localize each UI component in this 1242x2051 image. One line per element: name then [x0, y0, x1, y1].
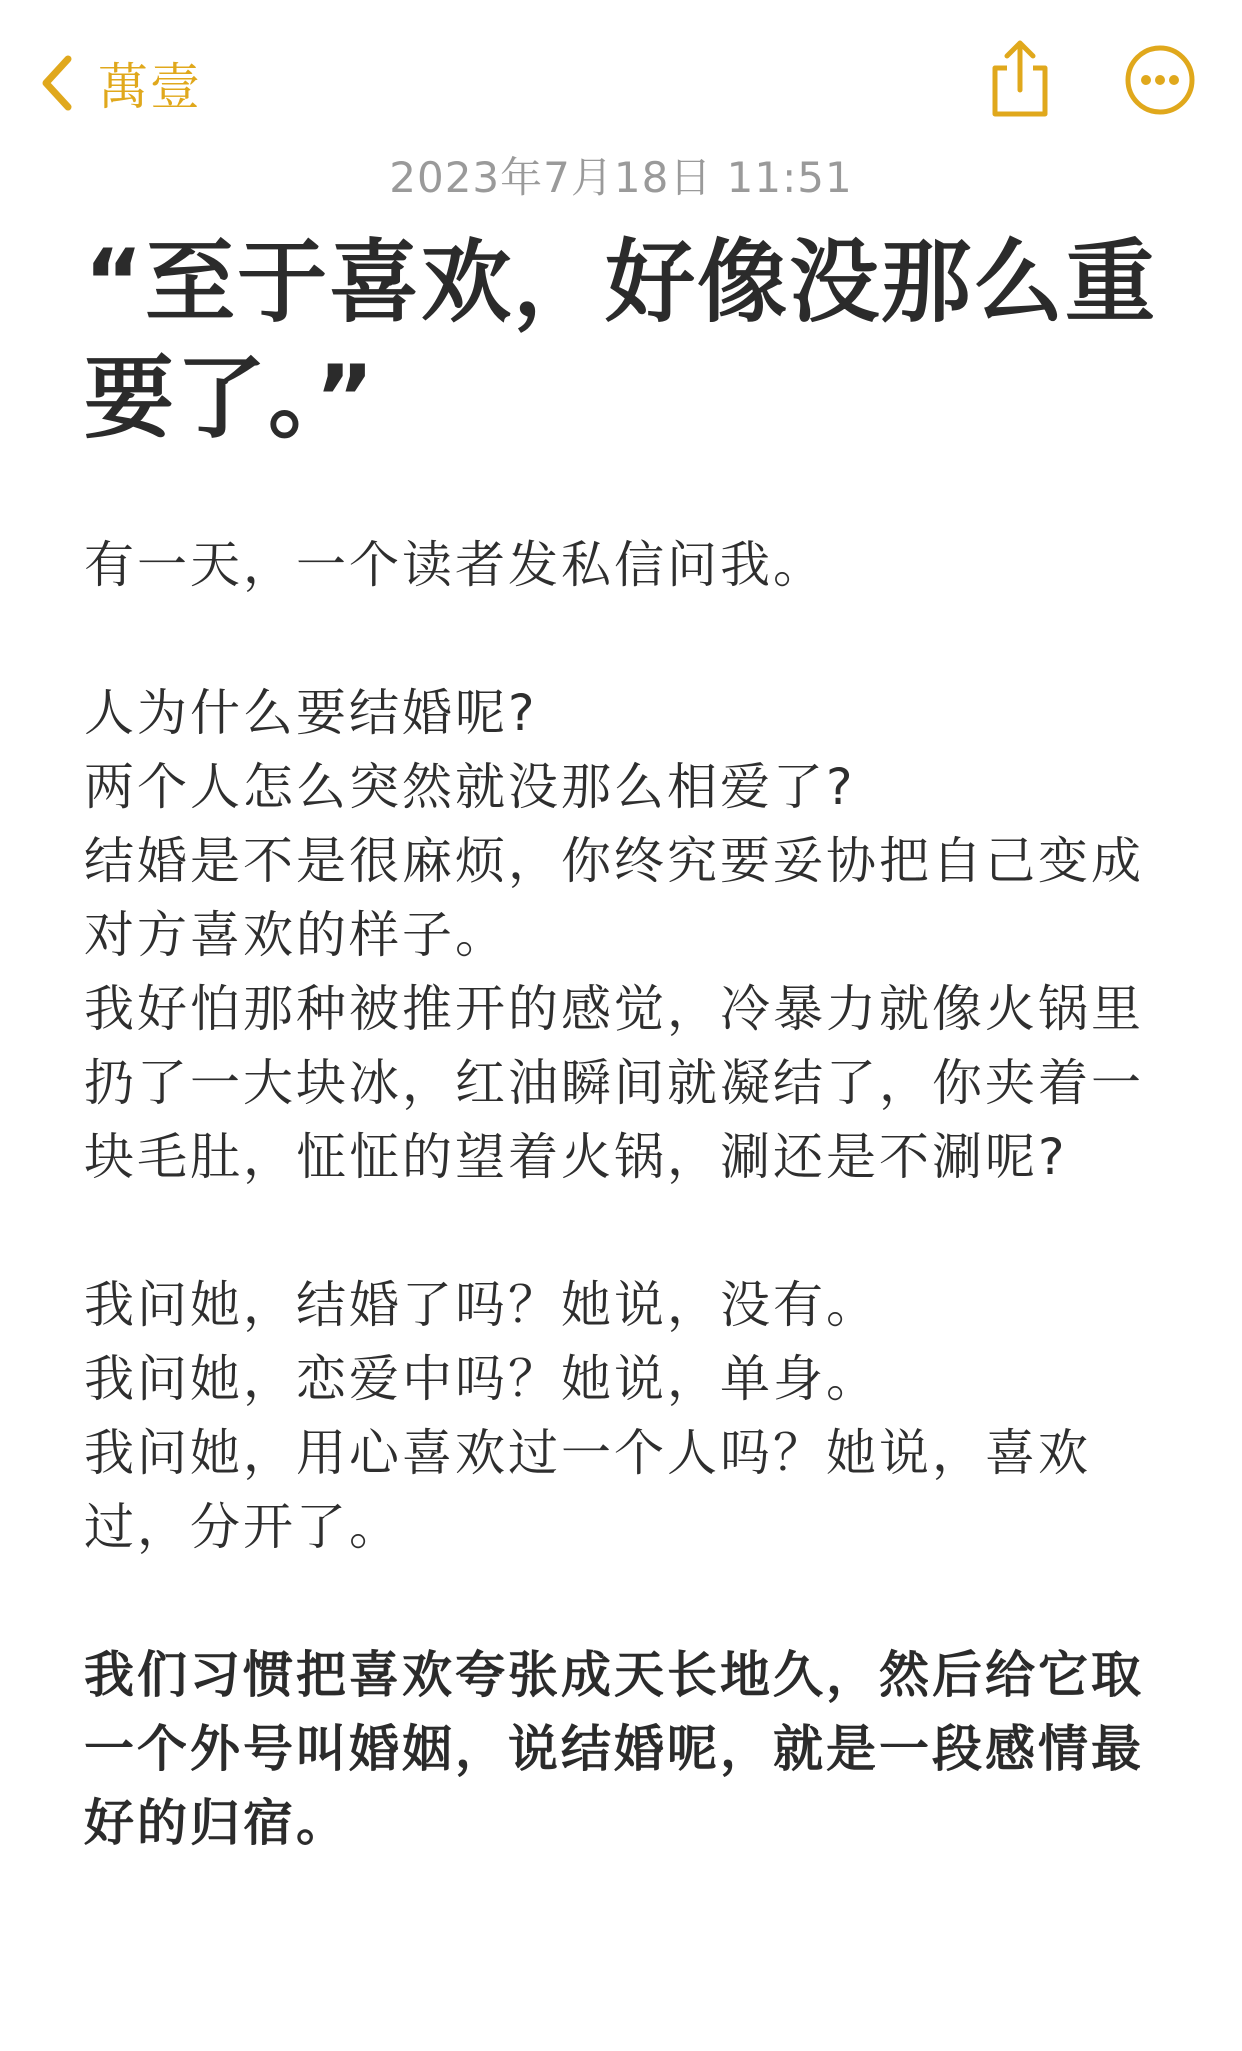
note-line: 我问她，结婚了吗？她说，没有。 [84, 1276, 879, 1334]
note-line: 对方喜欢的样子。 [84, 906, 508, 964]
note-line: 我们习惯把喜欢夸张成天长地久，然后给它取 [84, 1646, 1144, 1704]
back-label: 萬壹 [98, 58, 202, 116]
note-line: 有一天，一个读者发私信问我。 [84, 536, 826, 594]
note-line: 结婚是不是很麻烦，你终究要妥协把自己变成 [84, 832, 1144, 890]
ellipsis-circle-icon [1124, 101, 1196, 120]
back-button[interactable] [38, 48, 202, 118]
share-icon [985, 103, 1055, 122]
note-line: 块毛肚，怔怔的望着火锅，涮还是不涮呢? [84, 1128, 1068, 1186]
note-body[interactable] [84, 528, 1194, 1934]
navigation-bar [0, 0, 1242, 160]
note-line: 过，分开了。 [84, 1498, 402, 1556]
note-title[interactable]: “至于喜欢，好像没那么重要了。” [84, 230, 1158, 451]
more-options-button[interactable] [1124, 44, 1196, 116]
note-line: 人为什么要结婚呢? [84, 684, 538, 742]
note-paragraph [84, 528, 1194, 602]
note-paragraph [84, 1268, 1194, 1564]
share-button[interactable] [985, 38, 1055, 118]
note-line: 好的归宿。 [84, 1794, 349, 1852]
note-line: 扔了一大块冰，红油瞬间就凝结了，你夹着一 [84, 1054, 1144, 1112]
note-paragraph-bold [84, 1638, 1194, 1860]
chevron-left-icon [38, 53, 78, 113]
note-line: 一个外号叫婚姻，说结婚呢，就是一段感情最 [84, 1720, 1144, 1778]
note-line: 我问她，用心喜欢过一个人吗？她说，喜欢 [84, 1424, 1091, 1482]
note-line: 我问她，恋爱中吗？她说，单身。 [84, 1350, 879, 1408]
note-timestamp: 2023年7月18日 11:51 [389, 153, 853, 202]
note-paragraph [84, 676, 1194, 1194]
note-line: 我好怕那种被推开的感觉，冷暴力就像火锅里 [84, 980, 1144, 1038]
note-line: 两个人怎么突然就没那么相爱了? [84, 758, 856, 816]
